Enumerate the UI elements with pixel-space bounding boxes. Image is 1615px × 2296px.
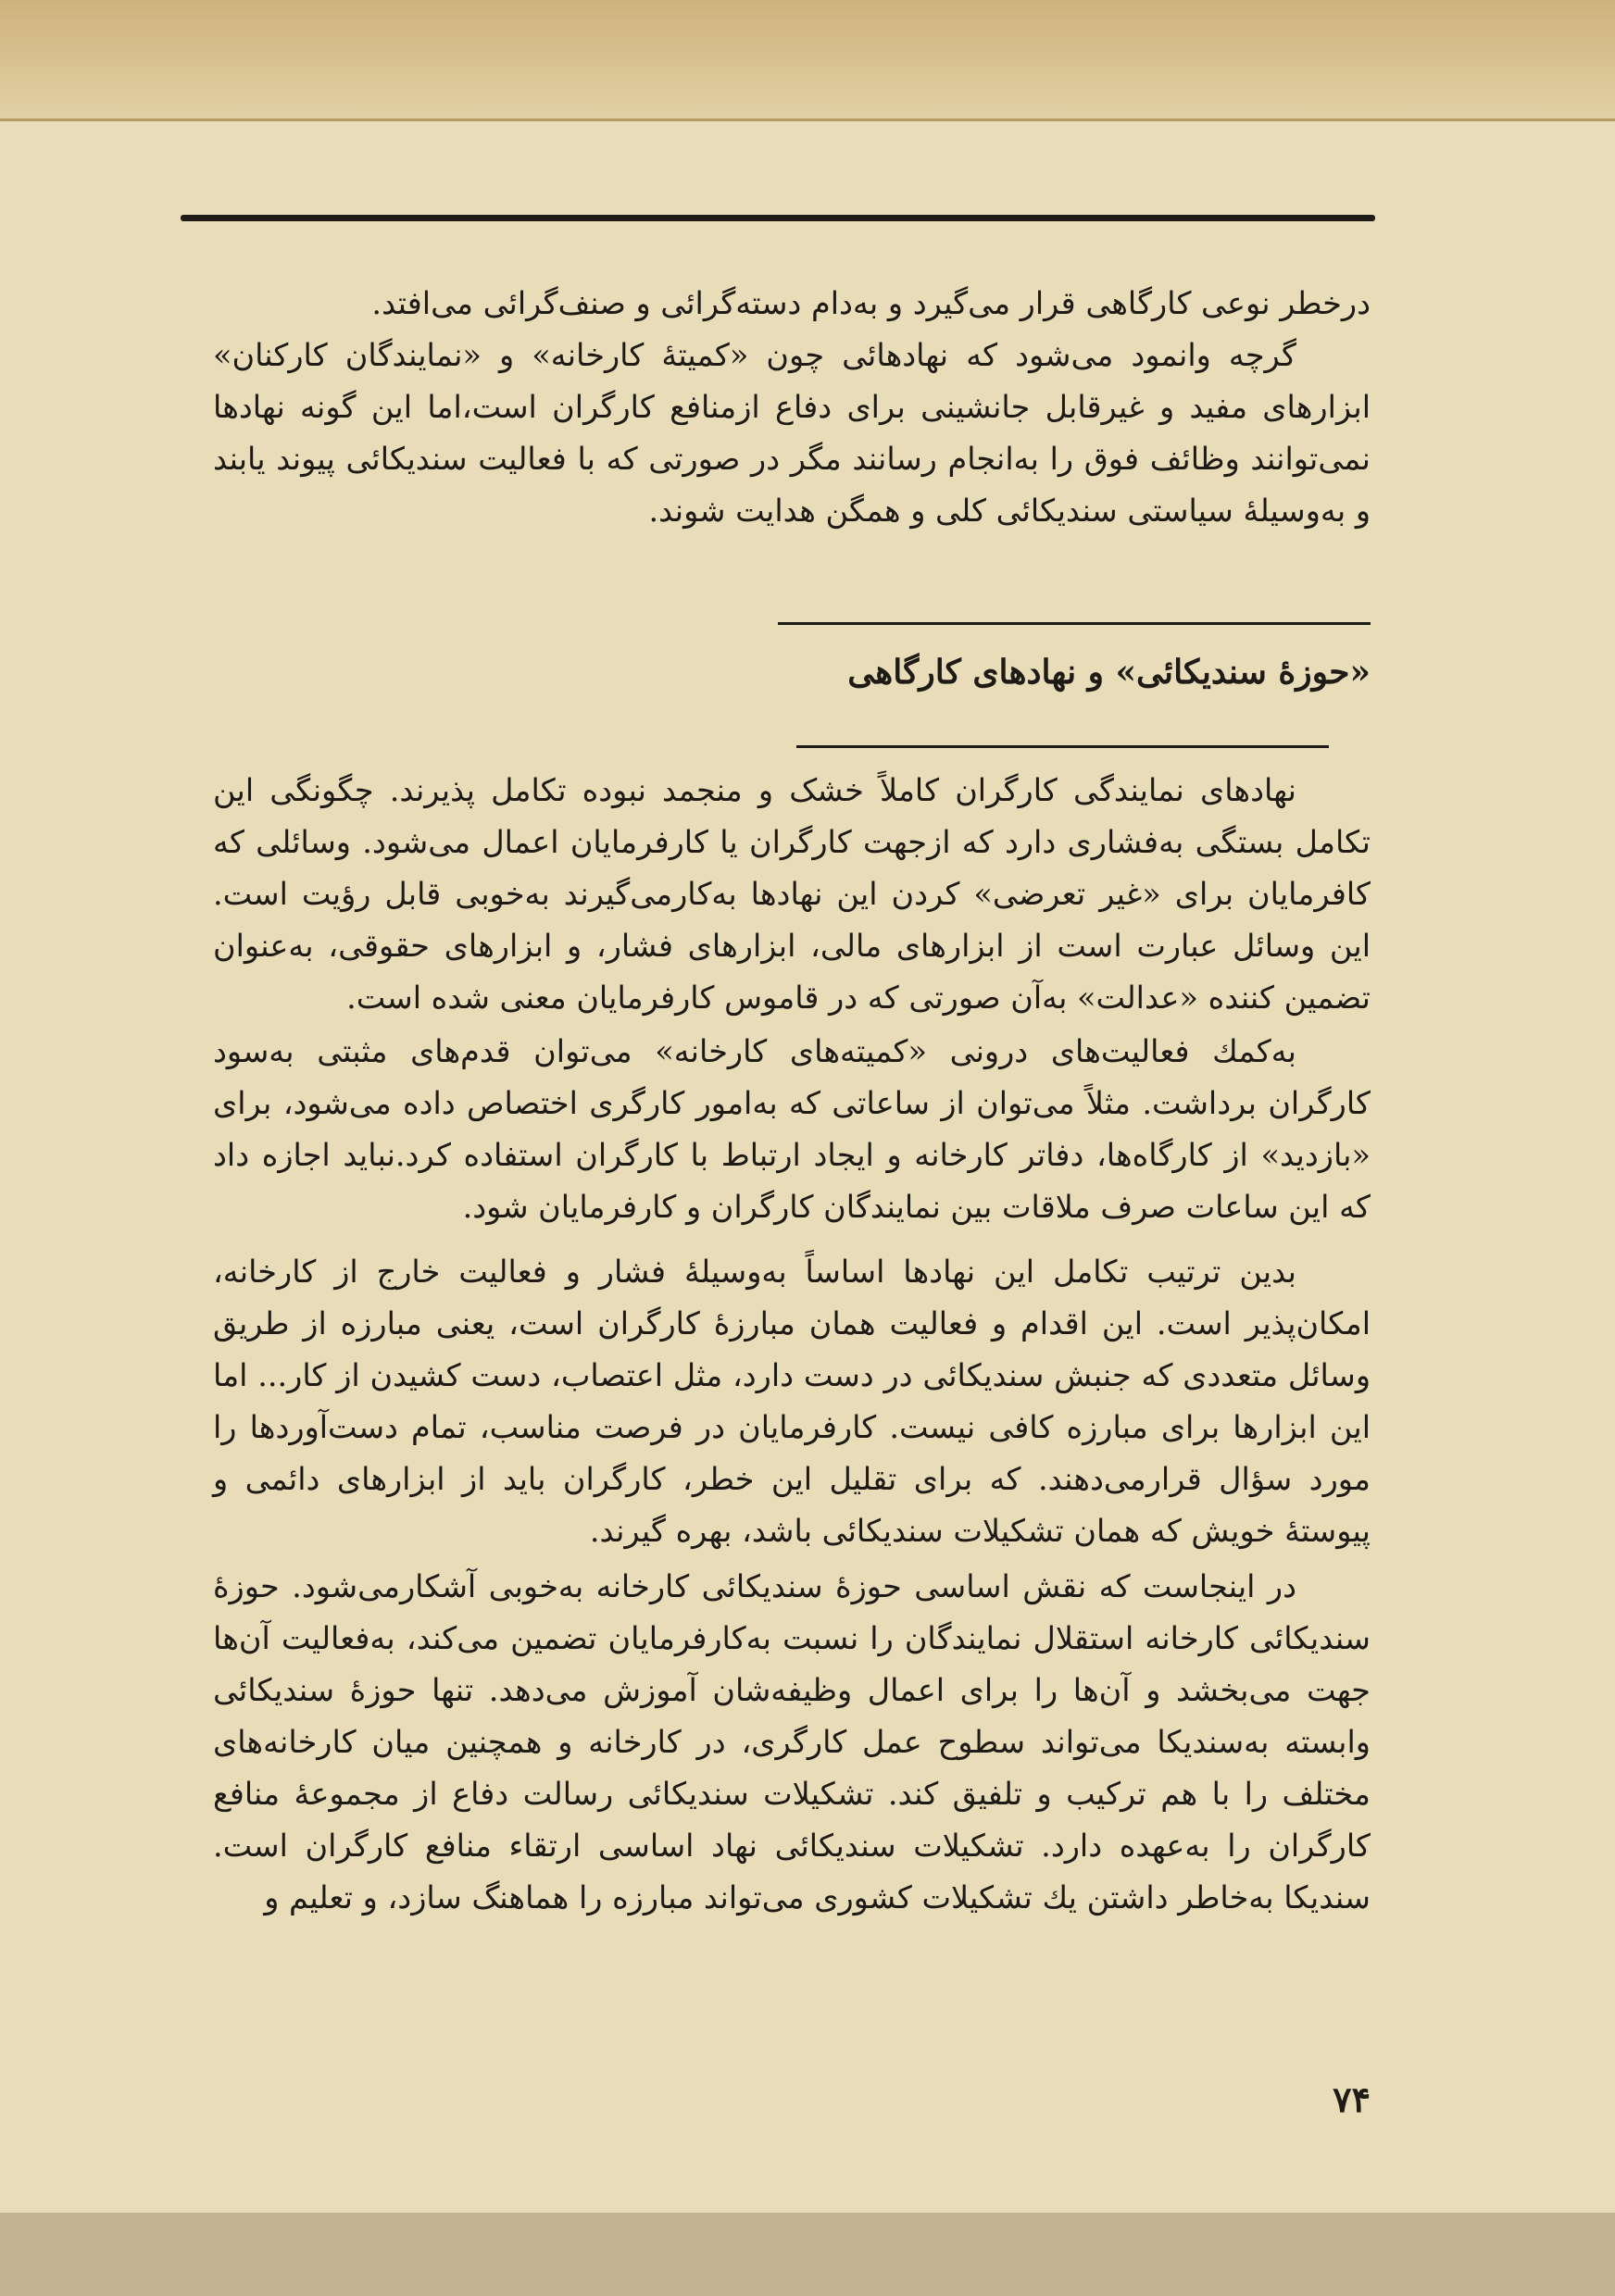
paragraph: بدین ترتیب تکامل این نهادها اساساً به‌وسیلهٔ فشار و فعالیت خارج از کارخانه، امکان‌پذیر است. این اقدام و فعالیت همان مبارزهٔ کارگران است، یعنی مبارزه از طریق وسائل متعددی که جنبش سندیکائی در دست دارد، مثل اعتصاب، دست کشیدن از کار... اما این ابزارها برای مبارزه کافی نیست. کارفرمایان در فرصت مناسب، تمام دست‌آوردها را مورد سؤال قرارمی‌دهند. که برای تقلیل این خطر، کارگران باید از ابزارهای دائمی و پیوستهٔ خویش که همان تشکیلات سندیکائی باشد، بهره گیرند. — [213, 1254, 1371, 1549]
page-fold — [0, 0, 1615, 120]
scanner-background — [0, 2213, 1615, 2296]
section-rule-bottom — [796, 745, 1329, 748]
page-number: ۷۴ — [1333, 2078, 1371, 2120]
intro-section — [213, 278, 1371, 537]
paragraph: گرچه وانمود می‌شود که نهادهائی چون «کمیتهٔ کارخانه» و «نمایندگان کارکنان» ابزارهای مفید و غیرقابل جانشینی برای دفاع ازمنافع کارگران است،اما این گونه نهادها نمی‌توانند وظائف فوق را به‌انجام رسانند مگر در صورتی که با فعالیت سندیکائی پیوند یابند و به‌وسیلهٔ سیاستی سندیکائی کلی و همگن هدایت شوند. — [213, 337, 1371, 529]
paragraph: نهادهای نمایندگی کارگران کاملاً خشک و منجمد نبوده تکامل پذیرند. چگونگی این تکامل بستگی به‌فشاری دارد که ازجهت کارگران یا کارفرمایان اعمال می‌شود. وسائلی که کافرمایان برای «غیر تعرضی» کردن این نهادها به‌کارمی‌گیرند به‌خوبی قابل رؤیت است. این وسائل عبارت است از ابزارهای مالی، ابزارهای فشار، و ابزارهای حقوقی، به‌عنوان تضمین کننده «عدالت» به‌آن صورتی که در قاموس کارفرمایان معنی شده است. — [213, 772, 1371, 1016]
paragraph: به‌کمك فعالیت‌های درونی «کمیته‌های کارخانه» می‌توان قدم‌های مثبتی به‌سود کارگران برداشت. مثلاً می‌توان از ساعاتی که به‌امور کارگری اختصاص داده می‌شود، برای «بازدید» از کارگاه‌ها، دفاتر کارخانه و ایجاد ارتباط با کارگران استفاده کرد.نباید اجازه داد که این ساعات صرف ملاقات بین نمایندگان کارگران و کارفرمایان شود. — [213, 1033, 1371, 1225]
paragraph: در اینجاست که نقش اساسی حوزهٔ سندیکائی کارخانه به‌خوبی آشکارمی‌شود. حوزهٔ سندیکائی کارخانه استقلال نمایندگان را نسبت به‌کارفرمایان تضمین می‌کند، به‌فعالیت آن‌ها جهت می‌بخشد و آن‌ها را برای اعمال وظیفه‌شان آموزش می‌دهد. تنها حوزهٔ سندیکائی وابسته به‌سندیکا می‌تواند سطوح عمل کارگری، در کارخانه و همچنین میان کارخانه‌های مختلف را با هم ترکیب و تلفیق کند. تشکیلات سندیکائی رسالت دفاع از مجموعهٔ منافع کارگران را به‌عهده دارد. تشکیلات سندیکائی نهاد اساسی ارتقاء منافع کارگران است. سندیکا به‌خاطر داشتن یك تشکیلات کشوری می‌تواند مبارزه را هماهنگ سازد، و تعلیم و — [213, 1568, 1371, 1915]
fold-line — [0, 119, 1615, 121]
header-rule — [181, 215, 1375, 221]
section-rule-top — [778, 622, 1371, 625]
body-section — [213, 765, 1371, 1924]
paragraph: درخطر نوعی کارگاهی قرار می‌گیرد و به‌دام دسته‌گرائی و صنف‌گرائی می‌افتد. — [371, 285, 1371, 321]
section-heading: «حوزهٔ سندیکائی» و نهادهای کارگاهی — [847, 653, 1371, 692]
